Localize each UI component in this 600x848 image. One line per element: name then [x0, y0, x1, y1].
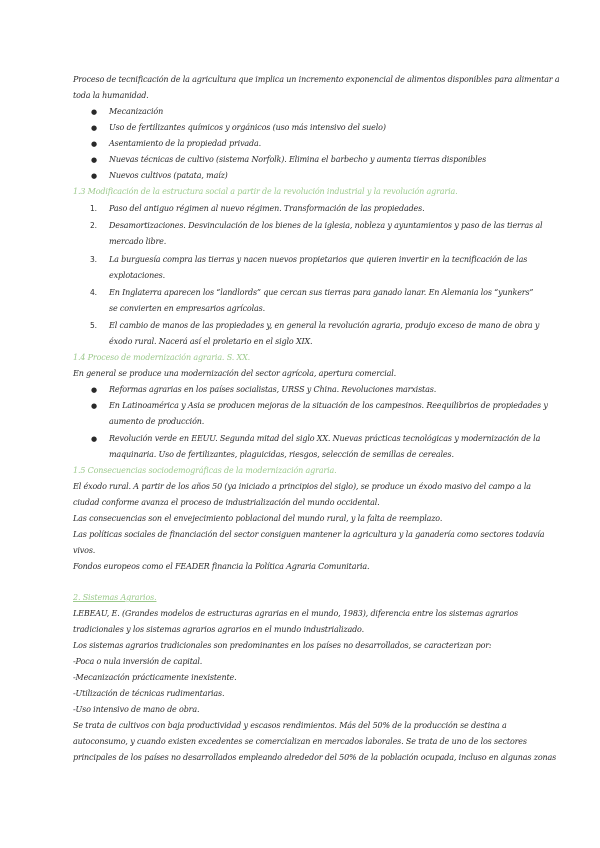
bullet-glyph: ● [91, 435, 97, 443]
paragraph-line: Se trata de cultivos con baja productividad y escasos rendimientos. Más del 50% de la producción se destina a [73, 721, 507, 730]
paragraph-line: tradicionales y los sistemas agrarios agrarios en el mundo industrializado. [73, 625, 364, 634]
list-item: Uso de fertilizantes químicos y orgánicos (uso más intensivo del suelo) [109, 123, 386, 132]
intro-line-2: toda la humanidad. [73, 91, 149, 100]
list-item: Reformas agrarias en los países socialistas, URSS y China. Revoluciones marxistas. [109, 385, 437, 394]
list-item: Revolución verde en EEUU. Segunda mitad del siglo XX. Nuevas prácticas tecnológicas y modernización de la [109, 434, 541, 443]
paragraph-line: -Poca o nula inversión de capital. [73, 657, 203, 666]
section-heading-1-5: 1.5 Consecuencias sociodemográficas de la modernización agraria. [73, 466, 337, 475]
paragraph-line: vivos. [73, 546, 96, 555]
bullet-glyph: ● [91, 386, 97, 394]
list-item: Nuevos cultivos (patata, maíz) [109, 171, 228, 180]
list-item: En Inglaterra aparecen los “landlords” que cercan sus tierras para ganado lanar. En Alemania los “yunkers” [109, 288, 534, 297]
bullet-glyph: ● [91, 172, 97, 180]
list-item-continuation: se convierten en empresarios agrícolas. [109, 304, 265, 313]
bullet-glyph: ● [91, 156, 97, 164]
paragraph-line: ciudad conforme avanza el proceso de industrialización del mundo occidental. [73, 498, 380, 507]
list-number: 2. [90, 221, 97, 230]
paragraph-line: -Utilización de técnicas rudimentarias. [73, 689, 225, 698]
bullet-glyph: ● [91, 140, 97, 148]
list-item-continuation: maquinaria. Uso de fertilizantes, plaguicidas, riesgos, selección de semillas de cereales. [109, 450, 454, 459]
paragraph-line: Las políticas sociales de financiación del sector consiguen mantener la agricultura y la ganadería como sectores todavía [73, 530, 545, 539]
bullet-glyph: ● [91, 108, 97, 116]
list-item-continuation: mercado libre. [109, 237, 167, 246]
list-item: La burguesía compra las tierras y nacen nuevos propietarios que quieren invertir en la tecnificación de las [109, 255, 528, 264]
section-heading-2[interactable]: 2. Sistemas Agrarios. [73, 593, 157, 602]
list-item-continuation: explotaciones. [109, 271, 166, 280]
paragraph-line: Fondos europeos como el FEADER financia la Política Agraria Comunitaria. [73, 562, 370, 571]
paragraph-line: autoconsumo, y cuando existen excedentes se comercializan en mercados laborales. Se trata de uno de los sectores [73, 737, 527, 746]
section-heading-1-4: 1.4 Proceso de modernización agraria. S. XX. [73, 353, 251, 362]
list-number: 4. [90, 288, 97, 297]
paragraph-line: Los sistemas agrarios tradicionales son predominantes en los países no desarrollados, se caracterizan por: [73, 641, 492, 650]
list-item: Asentamiento de la propiedad privada. [109, 139, 262, 148]
paragraph-line: LEBEAU, E. (Grandes modelos de estructuras agrarias en el mundo, 1983), diferencia entre los sistemas agrarios [73, 609, 518, 618]
list-item: El cambio de manos de las propiedades y, en general la revolución agraria, produjo exceso de mano de obra y [109, 321, 540, 330]
list-item-continuation: éxodo rural. Nacerá así el proletario en el siglo XIX. [109, 337, 313, 346]
bullet-glyph: ● [91, 402, 97, 410]
list-number: 5. [90, 321, 97, 330]
list-item: Paso del antiguo régimen al nuevo régimen. Transformación de las propiedades. [109, 204, 425, 213]
paragraph-line: principales de los países no desarrollados empleando alrededor del 50% de la población ocupada, incluso en algunas zonas [73, 753, 557, 762]
list-number: 1. [90, 204, 97, 213]
bullet-glyph: ● [91, 124, 97, 132]
list-item: En Latinoamérica y Asia se producen mejoras de la situación de los campesinos. Reequilibrios de propiedades y [109, 401, 548, 410]
list-number: 3. [90, 255, 97, 264]
section-heading-1-3: 1.3 Modificación de la estructura social a partir de la revolución industrial y la revolución agraria. [73, 187, 458, 196]
list-item-continuation: aumento de producción. [109, 417, 205, 426]
list-item: Mecanización [109, 107, 164, 116]
section-1-4-intro: En general se produce una modernización del sector agrícola, apertura comercial. [73, 369, 397, 378]
paragraph-line: -Uso intensivo de mano de obra. [73, 705, 200, 714]
paragraph-line: -Mecanización prácticamente inexistente. [73, 673, 237, 682]
list-item: Desamortizaciones. Desvinculación de los bienes de la iglesia, nobleza y ayuntamientos y paso de las tierras al [109, 221, 543, 230]
list-item: Nuevas técnicas de cultivo (sistema Norfolk). Elimina el barbecho y aumenta tierras disponibles [109, 155, 487, 164]
paragraph-line: El éxodo rural. A partir de los años 50 (ya iniciado a principios del siglo), se produce un éxodo masivo del campo a la [73, 482, 531, 491]
intro-line-1: Proceso de tecnificación de la agricultura que implica un incremento exponencial de alimentos disponibles para alimentar a [73, 75, 560, 84]
paragraph-line: Las consecuencias son el envejecimiento poblacional del mundo rural, y la falta de reemplazo. [73, 514, 443, 523]
